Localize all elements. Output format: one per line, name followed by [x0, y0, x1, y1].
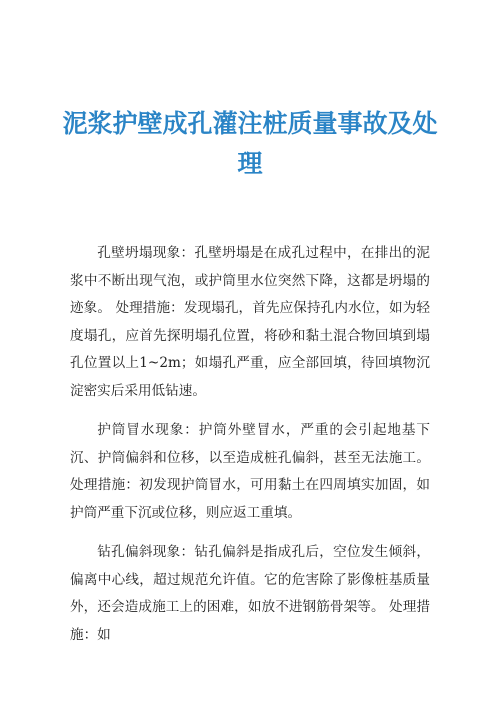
paragraph-hole-deviation: 钻孔偏斜现象：钻孔偏斜是指成孔后，空位发生倾斜，偏离中心线，超过规范允许值。它的危害除了影像桩基质量外，还会造成施工上的困难，如放不进钢筋骨架等。 处理措施：如: [70, 544, 430, 643]
paragraph-casing-leak: 护筒冒水现象：护筒外壁冒水，严重的会引起地基下沉、护筒偏斜和位移，以至造成桩孔偏斜，甚至无法施工。 处理措施：初发现护筒冒水，可用黏土在四周填实加固，如护筒严重下沉或位移，则应返工重填。: [70, 422, 430, 521]
paragraph-collapse: 孔壁坍塌现象：孔壁坍塌是在成孔过程中，在排出的泥浆中不断出现气泡，或护筒里水位突然下降，这都是坍塌的迹象。 处理措施：发现塌孔，首先应保持孔内水位，如为轻度塌孔，应首先探明塌孔位置，将砂和黏土混合物回填到塌孔位置以上1~2m；如塌孔严重，应全部回填，待回填物沉淀密实后采用低钻速。: [70, 245, 430, 399]
document-title: 泥浆护壁成孔灌注桩质量事故及处理: [62, 109, 438, 178]
document-body: [70, 240, 430, 661]
